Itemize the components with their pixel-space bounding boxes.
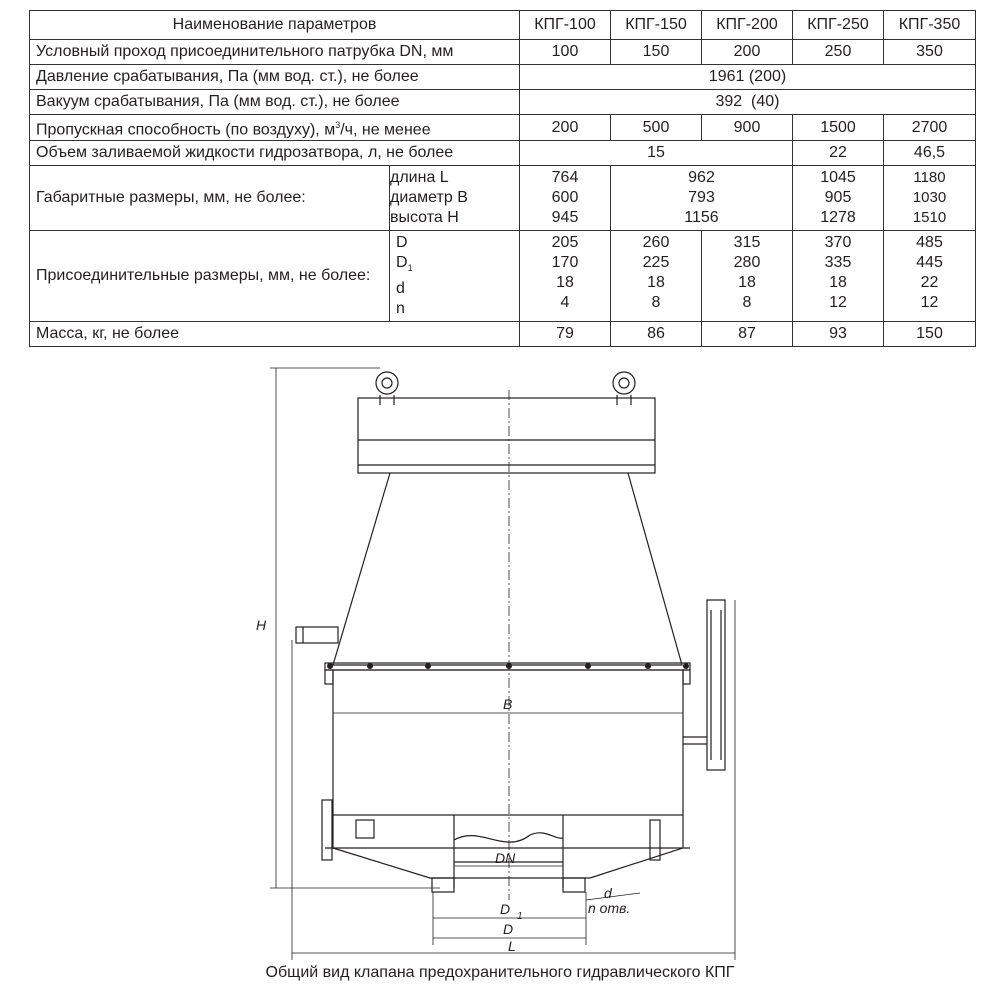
specifications-table — [29, 10, 976, 347]
model-header: КПГ-350 — [884, 11, 976, 40]
row-overall — [30, 166, 976, 231]
cell-stack — [702, 231, 793, 321]
cell-value: 18 — [829, 274, 847, 292]
drain-plug — [356, 820, 374, 838]
cell-stack — [611, 231, 702, 321]
cell-value: 100 — [520, 40, 611, 65]
cell-value: 22 — [793, 141, 884, 166]
label-l: L — [508, 938, 516, 954]
level-gauge — [707, 600, 725, 770]
cell-stack — [884, 166, 976, 231]
sub-label: D — [396, 234, 408, 252]
cell-value: 12 — [829, 294, 847, 312]
cell-stack — [884, 231, 976, 321]
cell-value: 600 — [551, 189, 579, 207]
cell-stack — [793, 166, 884, 231]
cell-value: 392 (40) — [520, 90, 976, 115]
sub-label-d1 — [390, 253, 519, 278]
sub-label: D — [396, 254, 408, 272]
header-row — [30, 11, 976, 40]
cell-value: 150 — [884, 321, 976, 346]
cell-value: 1500 — [793, 115, 884, 141]
cell-value: 485 — [916, 234, 943, 252]
row-mass — [30, 321, 976, 346]
cell-value: 1278 — [820, 209, 856, 227]
label-bolt-n: n отв. — [588, 900, 631, 916]
row-capacity — [30, 115, 976, 141]
lid — [358, 398, 655, 473]
sub-label: длина L — [390, 169, 449, 187]
label-d: D — [503, 921, 514, 937]
drawing-caption: Общий вид клапана предохранительного гидравлического КПГ — [265, 964, 735, 981]
side-pipe — [296, 627, 338, 643]
cell-value: 764 — [551, 169, 579, 187]
model-header: КПГ-100 — [520, 11, 611, 40]
bottom-flange — [563, 878, 585, 892]
cell-value: 1961 (200) — [520, 65, 976, 90]
cell-value: 93 — [793, 321, 884, 346]
label-dn: DN — [495, 850, 516, 866]
model-header: КПГ-200 — [702, 11, 793, 40]
cell-value: 18 — [738, 274, 756, 292]
cell-value: 793 — [688, 189, 715, 207]
row-label: Габаритные размеры, мм, не более: — [30, 166, 390, 231]
sub-labels — [390, 166, 520, 231]
cell-value: 350 — [884, 40, 976, 65]
row-label: Давление срабатывания, Па (мм вод. ст.), не более — [30, 65, 520, 90]
cell-value: 315 — [733, 234, 761, 252]
valve-outline — [296, 372, 725, 892]
label-b: B — [503, 696, 513, 712]
label-part: /ч, не менее — [340, 121, 431, 139]
cell-value: 22 — [920, 274, 939, 292]
param-header: Наименование параметров — [30, 11, 520, 40]
cell-value: 1030 — [912, 189, 947, 207]
cell-value: 46,5 — [884, 141, 976, 166]
cell-value: 1045 — [820, 169, 856, 187]
cell-value: 900 — [702, 115, 793, 141]
row-liquid — [30, 141, 976, 166]
cell-value: 18 — [556, 274, 574, 292]
cell-value: 445 — [916, 254, 943, 272]
row-dn — [30, 40, 976, 65]
cell-value: 86 — [611, 321, 702, 346]
cell-value: 370 — [824, 234, 852, 252]
row-label: Условный проход присоединительного патрубка DN, мм — [30, 40, 520, 65]
cell-stack — [520, 166, 611, 231]
cell-value: 225 — [642, 254, 670, 272]
model-header: КПГ-150 — [611, 11, 702, 40]
cell-value: 79 — [520, 321, 611, 346]
cell-value: 200 — [702, 40, 793, 65]
label-bolt-d: d — [604, 885, 612, 901]
cell-value: 335 — [824, 254, 852, 272]
cell-value: 280 — [733, 254, 761, 272]
row-connection — [30, 231, 976, 321]
cell-value: 1156 — [684, 209, 719, 227]
sub-label: n — [396, 299, 405, 317]
cell-stack — [611, 166, 793, 231]
label-h: H — [256, 617, 267, 633]
cell-value: 4 — [560, 294, 570, 312]
cell-value: 87 — [702, 321, 793, 346]
row-vacuum — [30, 90, 976, 115]
label-d1: D — [500, 901, 511, 917]
bottom-flange — [432, 878, 454, 892]
cell-value: 200 — [520, 115, 611, 141]
model-header: КПГ-250 — [793, 11, 884, 40]
sub-label: высота H — [390, 209, 459, 227]
bottom-hopper — [333, 815, 683, 878]
cell-value: 8 — [742, 294, 752, 312]
sub-labels — [390, 231, 520, 321]
cell-value: 2700 — [884, 115, 976, 141]
cell-stack — [520, 231, 611, 321]
drain-bolt — [322, 800, 332, 860]
valve-drawing — [0, 355, 1000, 965]
cell-value: 945 — [551, 209, 579, 227]
cell-value: 962 — [688, 169, 715, 187]
flange-bolts — [327, 663, 689, 669]
superscript: 3 — [335, 120, 341, 130]
body — [333, 670, 683, 815]
row-label: Присоединительные размеры, мм, не более: — [30, 231, 390, 321]
cell-value: 260 — [642, 234, 670, 252]
row-label: Масса, кг, не более — [30, 321, 520, 346]
cell-value: 170 — [551, 254, 579, 272]
dim-d-leader — [586, 893, 640, 900]
row-label: Вакуум срабатывания, Па (мм вод. ст.), не более — [30, 90, 520, 115]
label-part: Пропускная способность (по воздуху), м — [36, 121, 336, 139]
cell-value: 12 — [920, 294, 939, 312]
cell-value: 1510 — [912, 209, 947, 227]
subscript: 1 — [407, 263, 413, 274]
cell-value: 15 — [520, 141, 793, 166]
sub-label: d — [396, 279, 405, 297]
cell-value: 1180 — [913, 169, 946, 187]
row-pressure — [30, 65, 976, 90]
cell-value: 250 — [793, 40, 884, 65]
cone — [333, 473, 682, 665]
drain-bolt — [650, 820, 660, 860]
label-d1-index: 1 — [517, 911, 523, 922]
cell-stack — [793, 231, 884, 321]
sub-label: диаметр B — [390, 189, 468, 207]
cell-value: 8 — [651, 294, 661, 312]
cell-value: 150 — [611, 40, 702, 65]
cell-value: 205 — [551, 234, 579, 252]
row-label: Объем заливаемой жидкости гидрозатвора, л, не более — [30, 141, 520, 166]
row-label — [30, 115, 520, 141]
cell-value: 18 — [647, 274, 665, 292]
cell-value: 905 — [824, 189, 852, 207]
cell-value: 500 — [611, 115, 702, 141]
